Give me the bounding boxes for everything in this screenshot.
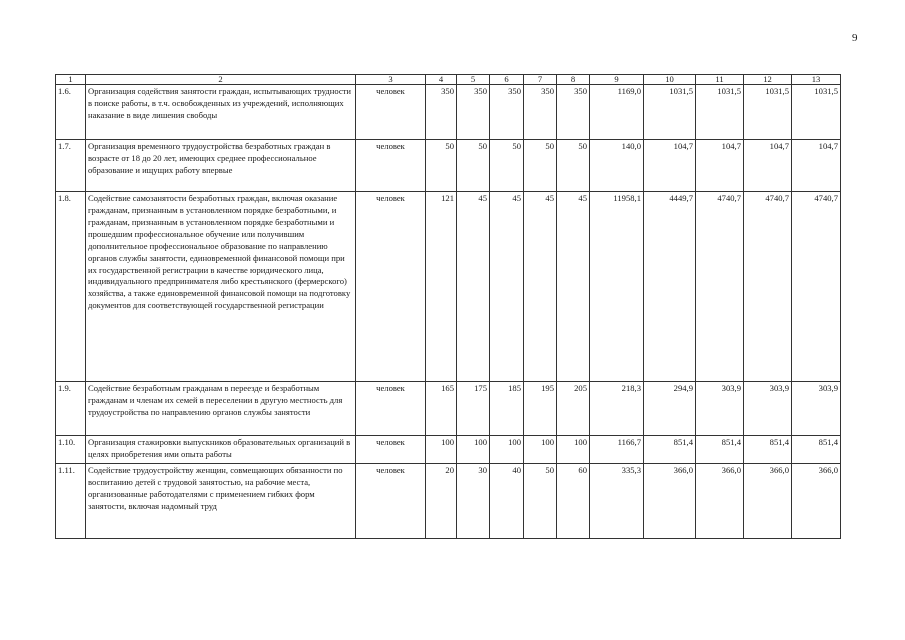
table-row (56, 464, 841, 539)
value-cell: 50 (457, 140, 490, 192)
value-cell: 195 (524, 382, 557, 436)
column-header: 4 (426, 75, 457, 85)
value-cell: 50 (490, 140, 524, 192)
value-cell: 851,4 (792, 436, 841, 464)
value-cell: 100 (426, 436, 457, 464)
value-cell: 50 (557, 140, 590, 192)
row-description: Организация стажировки выпускников образовательных организаций в целях приобретения ими опыта работы (86, 436, 356, 464)
value-cell: 4449,7 (644, 192, 696, 382)
value-cell: 140,0 (590, 140, 644, 192)
value-cell: 218,3 (590, 382, 644, 436)
value-cell: 104,7 (744, 140, 792, 192)
column-header: 5 (457, 75, 490, 85)
column-header: 11 (696, 75, 744, 85)
row-description: Содействие безработным гражданам в переезде и безработным гражданам и членам их семей в переселении в другую местность для трудоустройства по направлению органов службы занятости (86, 382, 356, 436)
value-cell: 104,7 (644, 140, 696, 192)
value-cell: 294,9 (644, 382, 696, 436)
value-cell: 11958,1 (590, 192, 644, 382)
value-cell: 366,0 (696, 464, 744, 539)
value-cell: 303,9 (792, 382, 841, 436)
value-cell: 45 (524, 192, 557, 382)
value-cell: 165 (426, 382, 457, 436)
value-cell: 45 (557, 192, 590, 382)
table-row (56, 140, 841, 192)
value-cell: 1169,0 (590, 85, 644, 140)
value-cell: 104,7 (792, 140, 841, 192)
row-unit: человек (356, 436, 426, 464)
program-table (55, 74, 841, 539)
value-cell: 100 (490, 436, 524, 464)
value-cell: 366,0 (744, 464, 792, 539)
value-cell: 4740,7 (792, 192, 841, 382)
value-cell: 350 (524, 85, 557, 140)
value-cell: 851,4 (696, 436, 744, 464)
value-cell: 100 (524, 436, 557, 464)
row-number: 1.6. (56, 85, 86, 140)
column-header: 8 (557, 75, 590, 85)
value-cell: 50 (524, 464, 557, 539)
value-cell: 100 (557, 436, 590, 464)
value-cell: 366,0 (644, 464, 696, 539)
row-description: Организация содействия занятости граждан, испытывающих трудности в поиске работы, в т.ч. освобожденных из учреждений, исполняющих наказание в виде лишения свободы (86, 85, 356, 140)
value-cell: 50 (426, 140, 457, 192)
column-header: 13 (792, 75, 841, 85)
row-number: 1.7. (56, 140, 86, 192)
column-header: 9 (590, 75, 644, 85)
page-number: 9 (852, 32, 858, 44)
value-cell: 185 (490, 382, 524, 436)
column-header: 12 (744, 75, 792, 85)
value-cell: 30 (457, 464, 490, 539)
value-cell: 350 (426, 85, 457, 140)
table-row (56, 436, 841, 464)
value-cell: 60 (557, 464, 590, 539)
value-cell: 366,0 (792, 464, 841, 539)
value-cell: 1166,7 (590, 436, 644, 464)
column-header: 2 (86, 75, 356, 85)
row-description: Содействие самозанятости безработных граждан, включая оказание гражданам, признанным в установленном порядке безработными, и гражданам, признанным в установленном порядке безработными и прошедшим профессиональное обучение или получившим дополнительное профессиональное образование по направлению органов службы занятости, единовременной финансовой помощи при их государственной регистрации в качестве юридического лица, индивидуального предпринимателя либо крестьянского (фермерского) хозяйства, а также единовременной финансовой помощи на подготовку документов для соответствующей государственной регистрации (86, 192, 356, 382)
row-unit: человек (356, 192, 426, 382)
value-cell: 4740,7 (696, 192, 744, 382)
value-cell: 1031,5 (644, 85, 696, 140)
value-cell: 851,4 (644, 436, 696, 464)
table-row (56, 85, 841, 140)
row-unit: человек (356, 382, 426, 436)
value-cell: 303,9 (696, 382, 744, 436)
value-cell: 1031,5 (792, 85, 841, 140)
row-description: Организация временного трудоустройства безработных граждан в возрасте от 18 до 20 лет, имеющих среднее профессиональное образование и ищущих работу впервые (86, 140, 356, 192)
value-cell: 350 (490, 85, 524, 140)
column-header: 7 (524, 75, 557, 85)
value-cell: 350 (557, 85, 590, 140)
value-cell: 851,4 (744, 436, 792, 464)
value-cell: 45 (457, 192, 490, 382)
header-row (56, 75, 841, 85)
value-cell: 1031,5 (696, 85, 744, 140)
row-unit: человек (356, 85, 426, 140)
value-cell: 100 (457, 436, 490, 464)
value-cell: 335,3 (590, 464, 644, 539)
row-number: 1.9. (56, 382, 86, 436)
value-cell: 205 (557, 382, 590, 436)
value-cell: 121 (426, 192, 457, 382)
table-row (56, 382, 841, 436)
value-cell: 40 (490, 464, 524, 539)
table-row (56, 192, 841, 382)
column-header: 3 (356, 75, 426, 85)
value-cell: 350 (457, 85, 490, 140)
row-number: 1.10. (56, 436, 86, 464)
value-cell: 104,7 (696, 140, 744, 192)
column-header: 10 (644, 75, 696, 85)
column-header: 6 (490, 75, 524, 85)
row-number: 1.11. (56, 464, 86, 539)
row-number: 1.8. (56, 192, 86, 382)
value-cell: 4740,7 (744, 192, 792, 382)
value-cell: 1031,5 (744, 85, 792, 140)
row-unit: человек (356, 464, 426, 539)
row-unit: человек (356, 140, 426, 192)
value-cell: 45 (490, 192, 524, 382)
column-header: 1 (56, 75, 86, 85)
row-description: Содействие трудоустройству женщин, совмещающих обязанности по воспитанию детей с трудовой занятостью, на рабочие места, организованные работодателями с применением гибких форм занятости, включая надомный труд (86, 464, 356, 539)
value-cell: 50 (524, 140, 557, 192)
value-cell: 20 (426, 464, 457, 539)
value-cell: 303,9 (744, 382, 792, 436)
value-cell: 175 (457, 382, 490, 436)
